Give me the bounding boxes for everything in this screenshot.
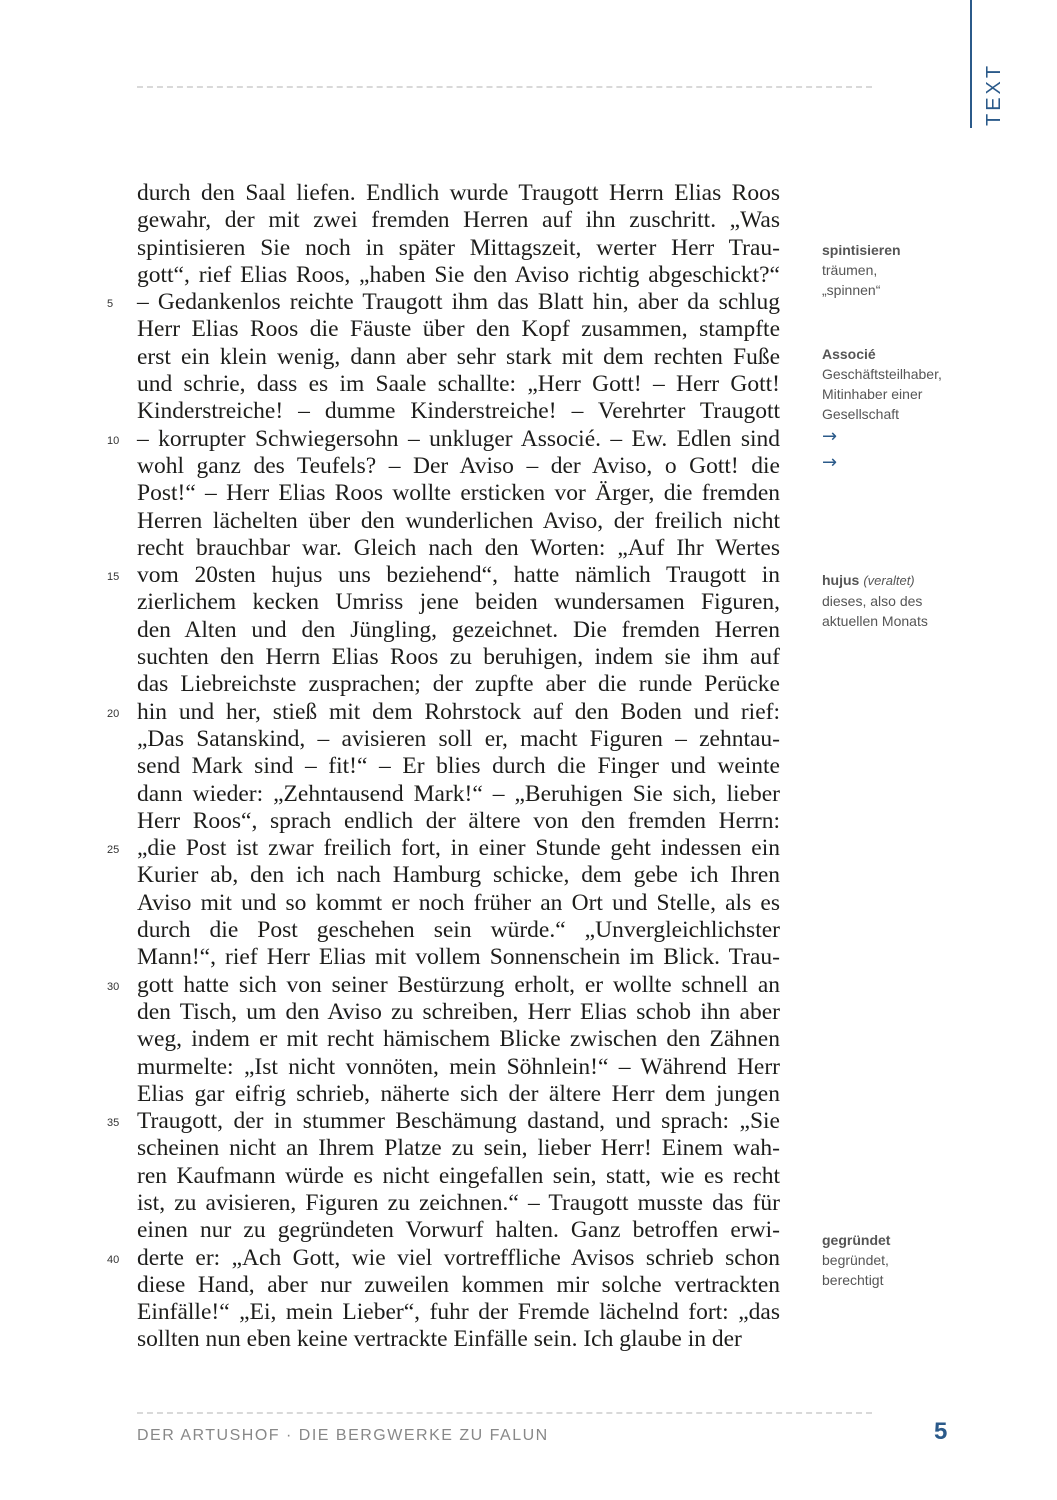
line-number: 35: [107, 1117, 120, 1130]
text-line: das Liebreichste zusprachen; der zupfte aber die runde Perücke: [137, 671, 780, 698]
main-text: [107, 180, 780, 1354]
text-line: „Das Satanskind, – avisieren soll er, macht Figuren – zehntau-: [137, 725, 780, 752]
gloss-spintisieren: [822, 240, 992, 300]
text-line: send Mark sind – fit!“ – Er blies durch die Finger und weinte: [137, 753, 780, 780]
gloss-term: spintisieren: [822, 242, 901, 258]
text-line: – Gedankenlos reichte Traugott ihm das Blatt hin, aber da schlug 5: [137, 289, 780, 316]
line-number: 20: [107, 707, 120, 720]
line-number: 30: [107, 980, 120, 993]
text-line: Traugott, der in stummer Beschämung dastand, und sprach: „Sie 35: [137, 1108, 780, 1135]
text-line: recht brauchbar war. Gleich nach den Worten: „Auf Ihr Wertes: [137, 534, 780, 561]
text-line: wohl ganz des Teufels? – Der Aviso – der Aviso, o Gott! die: [137, 452, 780, 479]
text-line: spintisieren Sie noch in später Mittagszeit, werter Herr Trau-: [137, 234, 780, 261]
gloss-definition-line: Geschäftsteilhaber,: [822, 366, 942, 382]
gloss-term: Associé: [822, 346, 876, 362]
gloss-hujus: [822, 570, 992, 631]
gloss-definition-line: dieses, also des: [822, 593, 923, 609]
text-line: den Tisch, um den Aviso zu schreiben, Herr Elias schob ihn aber: [137, 998, 780, 1025]
text-line: suchten den Herrn Elias Roos zu beruhigen, indem sie ihm auf: [137, 644, 780, 671]
line-number: 40: [107, 1253, 120, 1266]
gloss-note: (veraltet): [863, 573, 915, 588]
text-line: Mann!“, rief Herr Elias mit vollem Sonnenschein im Blick. Trau-: [137, 944, 780, 971]
gloss-definition-line: Mitinhaber einer: [822, 386, 923, 402]
text-line: murmelte: „Ist nicht vonnöten, mein Söhnlein!“ – Während Herr: [137, 1053, 780, 1080]
text-line: Herr Roos“, sprach endlich der ältere von den fremden Herrn:: [137, 807, 780, 834]
text-line: Elias gar eifrig schrieb, näherte sich der ältere Herr dem jungen: [137, 1080, 780, 1107]
text-line: einen nur zu gegründeten Vorwurf halten. Ganz betroffen erwi-: [137, 1217, 780, 1244]
text-line: durch den Saal liefen. Endlich wurde Traugott Herrn Elias Roos: [137, 180, 780, 206]
arrow-right-icon[interactable]: →: [822, 426, 838, 447]
text-line: Einfälle!“ „Ei, mein Lieber“, fuhr der Fremde lächelnd fort: „das: [137, 1299, 780, 1326]
line-number: 5: [107, 298, 114, 311]
text-line: – korrupter Schwiegersohn – unkluger Associé. – Ew. Edlen sind 10: [137, 426, 780, 453]
gloss-gegruendet: [822, 1230, 992, 1290]
text-line: durch die Post geschehen sein würde.“ „Unvergleichlichster: [137, 917, 780, 944]
gloss-term: hujus: [822, 572, 860, 588]
text-line: ist, zu avisieren, Figuren zu zeichnen.“ – Traugott musste das für: [137, 1189, 780, 1216]
text-line: sollten nun eben keine vertrackte Einfälle sein. Ich glaube in der: [137, 1326, 742, 1353]
text-line: Kurier ab, den ich nach Hamburg schicke, dem gebe ich Ihren: [137, 862, 780, 889]
gloss-definition-line: träumen,: [822, 262, 878, 278]
gloss-definition-line: begründet,: [822, 1252, 889, 1268]
text-line: „die Post ist zwar freilich fort, in einer Stunde geht indessen ein 25: [137, 835, 780, 862]
bottom-dashed-rule: [137, 1412, 872, 1414]
text-line: ren Kaufmann würde es nicht eingefallen sein, statt, wie es recht: [137, 1162, 780, 1189]
section-marker-bar: [970, 0, 972, 128]
text-line: Aviso mit und so kommt er noch früher an Ort und Stelle, als es: [137, 889, 780, 916]
gloss-definition-line: „spinnen“: [822, 282, 881, 298]
text-line: gott“, rief Elias Roos, „haben Sie den Aviso richtig abgeschickt?“: [137, 261, 780, 288]
line-number: 10: [107, 434, 120, 447]
text-line: Herren lächelten über den wunderlichen Aviso, der freilich nicht: [137, 507, 780, 534]
top-dashed-rule: [137, 86, 872, 88]
text-line: erst ein klein wenig, dann aber sehr stark mit dem rechten Fuße: [137, 343, 780, 370]
section-label: TEXT: [983, 62, 1005, 126]
line-number: 25: [107, 844, 120, 857]
gloss-definition-line: Gesellschaft: [822, 406, 900, 422]
text-line: hin und her, stieß mit dem Rohrstock auf den Boden und rief: 20: [137, 699, 780, 726]
gloss-term: gegründet: [822, 1232, 891, 1248]
footer-book-title: DER ARTUSHOF · DIE BERGWERKE ZU FALUN: [137, 1427, 549, 1444]
gloss-definition-line: aktuellen Monats: [822, 613, 928, 629]
line-number: 15: [107, 571, 120, 584]
text-line: derte er: „Ach Gott, wie viel vortreffliche Avisos schrieb schon 40: [137, 1245, 780, 1272]
arrow-right-icon[interactable]: →: [822, 452, 838, 473]
text-line: scheinen nicht an Ihrem Platze zu sein, lieber Herr! Einem wah-: [137, 1135, 780, 1162]
page-number: 5: [934, 1418, 948, 1445]
text-line: zierlichem kecken Umriss jene beiden wundersamen Figuren,: [137, 589, 780, 616]
text-line: weg, indem er mit recht hämischem Blicke zwischen den Zähnen: [137, 1026, 780, 1053]
text-line: dann wieder: „Zehntausend Mark!“ – „Beruhigen Sie sich, lieber: [137, 780, 780, 807]
gloss-definition-line: berechtigt: [822, 1272, 884, 1288]
text-line: gott hatte sich von seiner Bestürzung erholt, er wollte schnell an 30: [137, 972, 780, 999]
text-line: Kinderstreiche! – dumme Kinderstreiche! – Verehrter Traugott: [137, 398, 780, 425]
text-line: den Alten und den Jüngling, gezeichnet. Die fremden Herren: [137, 616, 780, 643]
text-line: und schrie, dass es im Saale schallte: „Herr Gott! – Herr Gott!: [137, 371, 780, 398]
text-line: Herr Elias Roos die Fäuste über den Kopf zusammen, stampfte: [137, 316, 780, 343]
gloss-associe: [822, 344, 992, 476]
text-line: diese Hand, aber nur zuweilen kommen mir solche vertrackten: [137, 1271, 780, 1298]
gloss-term-row: [822, 570, 992, 591]
text-line: gewahr, der mit zwei fremden Herren auf ihn zuschritt. „Was: [137, 207, 780, 234]
text-line: Post!“ – Herr Elias Roos wollte ersticken vor Ärger, die fremden: [137, 480, 780, 507]
text-line: vom 20sten hujus uns beziehend“, hatte nämlich Traugott in 15: [137, 562, 780, 589]
